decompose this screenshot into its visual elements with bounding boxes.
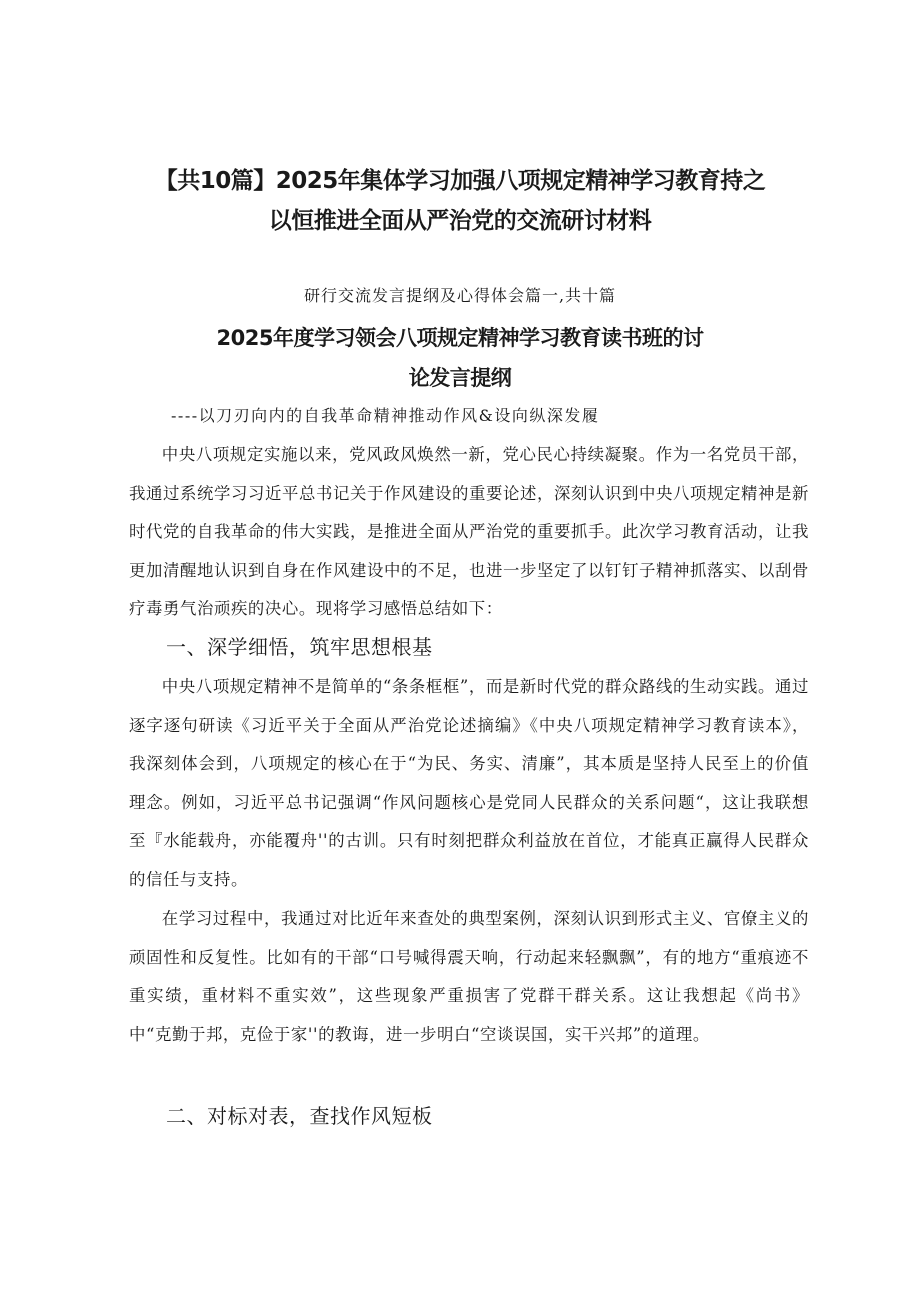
subtitle-line-2: 论发言提纲 (408, 366, 512, 390)
subtitle-tagline: ----以刀刃向内的自我革命精神推动作风&设向纵深发履 (171, 406, 600, 425)
subtitle-line-1: 2025年度学习领会八项规定精神学习教育读书班的讨 (216, 326, 704, 350)
document-title-line-2: 以恒推进全面从严治党的交流研讨材料 (268, 208, 652, 234)
section-heading-2: 二、对标对表，查找作风短板 (166, 1104, 433, 1128)
body-paragraph-intro: 中央八项规定实施以来，党风政风焕然一新，党心民心持续凝聚。作为一名党员干部，我通过系统学习习近平总书记关于作风建设的重要论述，深刻认识到中央八项规定精神是新时代党的自我革命的伟大实践，是推进全面从严治党的重要抓手。此次学习教育活动，让我更加清醒地认识到自身在作风建设中的不足，也进一步坚定了以钉钉子精神抓落实、以刮骨疗毒勇气治顽疾的决心。现将学习感悟总结如下： (129, 445, 809, 618)
document-title-line-1: 【共10篇】2025年集体学习加强八项规定精神学习教育持之 (154, 168, 766, 194)
section-label: 研行交流发言提纲及心得体会篇一,共十篇 (303, 286, 617, 305)
section-heading-1: 一、深学细悟，筑牢思想根基 (166, 635, 433, 659)
body-paragraph-2: 在学习过程中，我通过对比近年来查处的典型案例，深刻认识到形式主义、官僚主义的顽固性和反复性。比如有的干部“口号喊得震天响，行动起来轻飘飘”，有的地方“重痕迹不重实绩，重材料不重实效”，这些现象严重损害了党群干群关系。这让我想起《尚书》中“克勤于邦，克俭于家''的教诲，进一步明白“空谈误国，实干兴邦”的道理。 (129, 909, 809, 1044)
body-paragraph-1: 中央八项规定精神不是简单的“条条框框”，而是新时代党的群众路线的生动实践。通过逐字逐句研读《习近平关于全面从严治党论述摘编》《中央八项规定精神学习教育读本》，我深刻体会到，八项规定的核心在于“为民、务实、清廉”，其本质是坚持人民至上的价值理念。例如，习近平总书记强调“作风问题核心是党同人民群众的关系问题“，这让我联想至『水能载舟，亦能覆舟''的古训。只有时刻把群众利益放在首位，才能真正赢得人民群众的信任与支持。 (129, 677, 809, 889)
